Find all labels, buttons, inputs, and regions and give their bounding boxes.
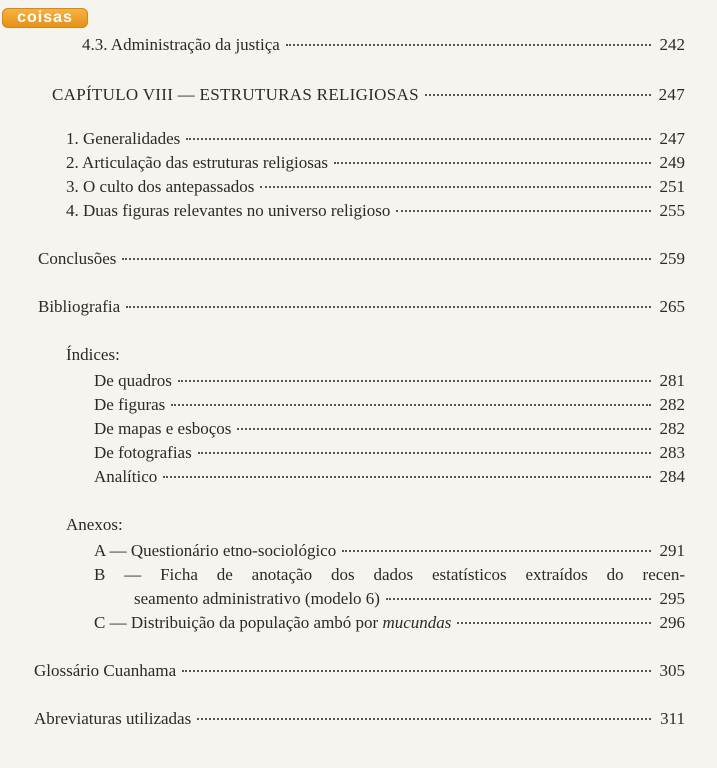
toc-title: 4.3. Administração da justiça bbox=[82, 35, 280, 54]
toc-entry-culto[interactable] bbox=[66, 176, 685, 198]
toc-entry-bibliografia[interactable] bbox=[38, 296, 685, 318]
site-logo: coisas bbox=[2, 8, 88, 28]
leader-dots bbox=[126, 306, 651, 308]
toc-title: CAPÍTULO VIII — ESTRUTURAS RELIGIOSAS bbox=[52, 85, 419, 104]
leader-dots bbox=[334, 162, 651, 164]
toc-entry-4-3[interactable] bbox=[82, 34, 685, 56]
toc-page: 283 bbox=[659, 443, 685, 462]
leader-dots bbox=[342, 550, 651, 552]
toc-title: De quadros bbox=[94, 371, 172, 390]
toc-entry-anexo-a[interactable] bbox=[94, 540, 685, 562]
toc-entry-anexo-b-line1[interactable]: B — Ficha de anotação dos dados estatísticos extraídos do recen- bbox=[94, 565, 685, 584]
toc-page: 259 bbox=[659, 249, 685, 268]
toc-title: Glossário Cuanhama bbox=[34, 661, 177, 680]
toc-title: Bibliografia bbox=[38, 297, 121, 316]
leader-dots bbox=[186, 138, 651, 140]
toc-entry-duas-figuras[interactable] bbox=[66, 200, 685, 222]
leader-dots bbox=[457, 622, 651, 624]
leader-dots bbox=[425, 94, 651, 96]
toc-page: 291 bbox=[659, 541, 685, 560]
toc-entry-quadros[interactable] bbox=[94, 370, 685, 392]
leader-dots bbox=[396, 210, 651, 212]
toc-title: 4. Duas figuras relevantes no universo religioso bbox=[66, 201, 391, 220]
leader-dots bbox=[260, 186, 651, 188]
leader-dots bbox=[122, 258, 651, 260]
indices-heading: Índices: bbox=[66, 345, 120, 364]
leader-dots bbox=[237, 428, 651, 430]
toc-title: Conclusões bbox=[38, 249, 117, 268]
toc-title: 1. Generalidades bbox=[66, 129, 181, 148]
toc-page: 282 bbox=[659, 395, 685, 414]
toc-entry-analitico[interactable] bbox=[94, 466, 685, 488]
toc-title: 2. Articulação das estruturas religiosas bbox=[66, 153, 329, 172]
toc-page: 247 bbox=[659, 129, 685, 148]
toc-page: 282 bbox=[659, 419, 685, 438]
leader-dots bbox=[178, 380, 651, 382]
leader-dots bbox=[171, 404, 651, 406]
toc-page: 242 bbox=[659, 35, 685, 54]
leader-dots bbox=[198, 452, 651, 454]
toc-page: 305 bbox=[659, 661, 685, 680]
toc-page: 296 bbox=[659, 613, 685, 632]
toc-page: 249 bbox=[659, 153, 685, 172]
toc-entry-mapas[interactable] bbox=[94, 418, 685, 440]
toc-title bbox=[94, 612, 451, 634]
anexos-heading: Anexos: bbox=[66, 515, 123, 534]
leader-dots bbox=[386, 598, 651, 600]
toc-entry-conclusoes[interactable] bbox=[38, 248, 685, 270]
toc-page: 284 bbox=[659, 467, 685, 486]
toc-entry-figuras[interactable] bbox=[94, 394, 685, 416]
toc-page: 265 bbox=[659, 297, 685, 316]
toc-page: 247 bbox=[658, 85, 685, 104]
leader-dots bbox=[286, 44, 651, 46]
toc-title: seamento administrativo (modelo 6) bbox=[134, 589, 380, 608]
toc-entry-anexo-c[interactable] bbox=[94, 612, 685, 634]
toc-page: 251 bbox=[659, 177, 685, 196]
toc-page: 255 bbox=[659, 201, 685, 220]
toc-title: De figuras bbox=[94, 395, 166, 414]
toc-page: 281 bbox=[659, 371, 685, 390]
toc-title: Analítico bbox=[94, 467, 158, 486]
toc-title: 3. O culto dos antepassados bbox=[66, 177, 255, 196]
toc-entry-chapter-8[interactable] bbox=[52, 84, 685, 106]
leader-dots bbox=[163, 476, 651, 478]
leader-dots bbox=[182, 670, 651, 672]
toc-page: 311 bbox=[660, 709, 685, 728]
toc-title-prefix: C — Distribuição da população ambó por bbox=[94, 613, 383, 632]
toc-entry-articulacao[interactable] bbox=[66, 152, 685, 174]
toc-title: A — Questionário etno-sociológico bbox=[94, 541, 337, 560]
toc-title: De fotografias bbox=[94, 443, 192, 462]
toc-entry-abreviaturas[interactable] bbox=[34, 708, 685, 730]
toc-title-italic: mucundas bbox=[382, 613, 452, 632]
toc-page: 295 bbox=[659, 589, 685, 608]
toc-entry-glossario[interactable] bbox=[34, 660, 685, 682]
leader-dots bbox=[197, 718, 651, 720]
toc-title: Abreviaturas utilizadas bbox=[34, 709, 192, 728]
toc-title: De mapas e esboços bbox=[94, 419, 232, 438]
toc-entry-fotografias[interactable] bbox=[94, 442, 685, 464]
toc-entry-generalidades[interactable] bbox=[66, 128, 685, 150]
toc-entry-anexo-b[interactable] bbox=[134, 588, 685, 610]
